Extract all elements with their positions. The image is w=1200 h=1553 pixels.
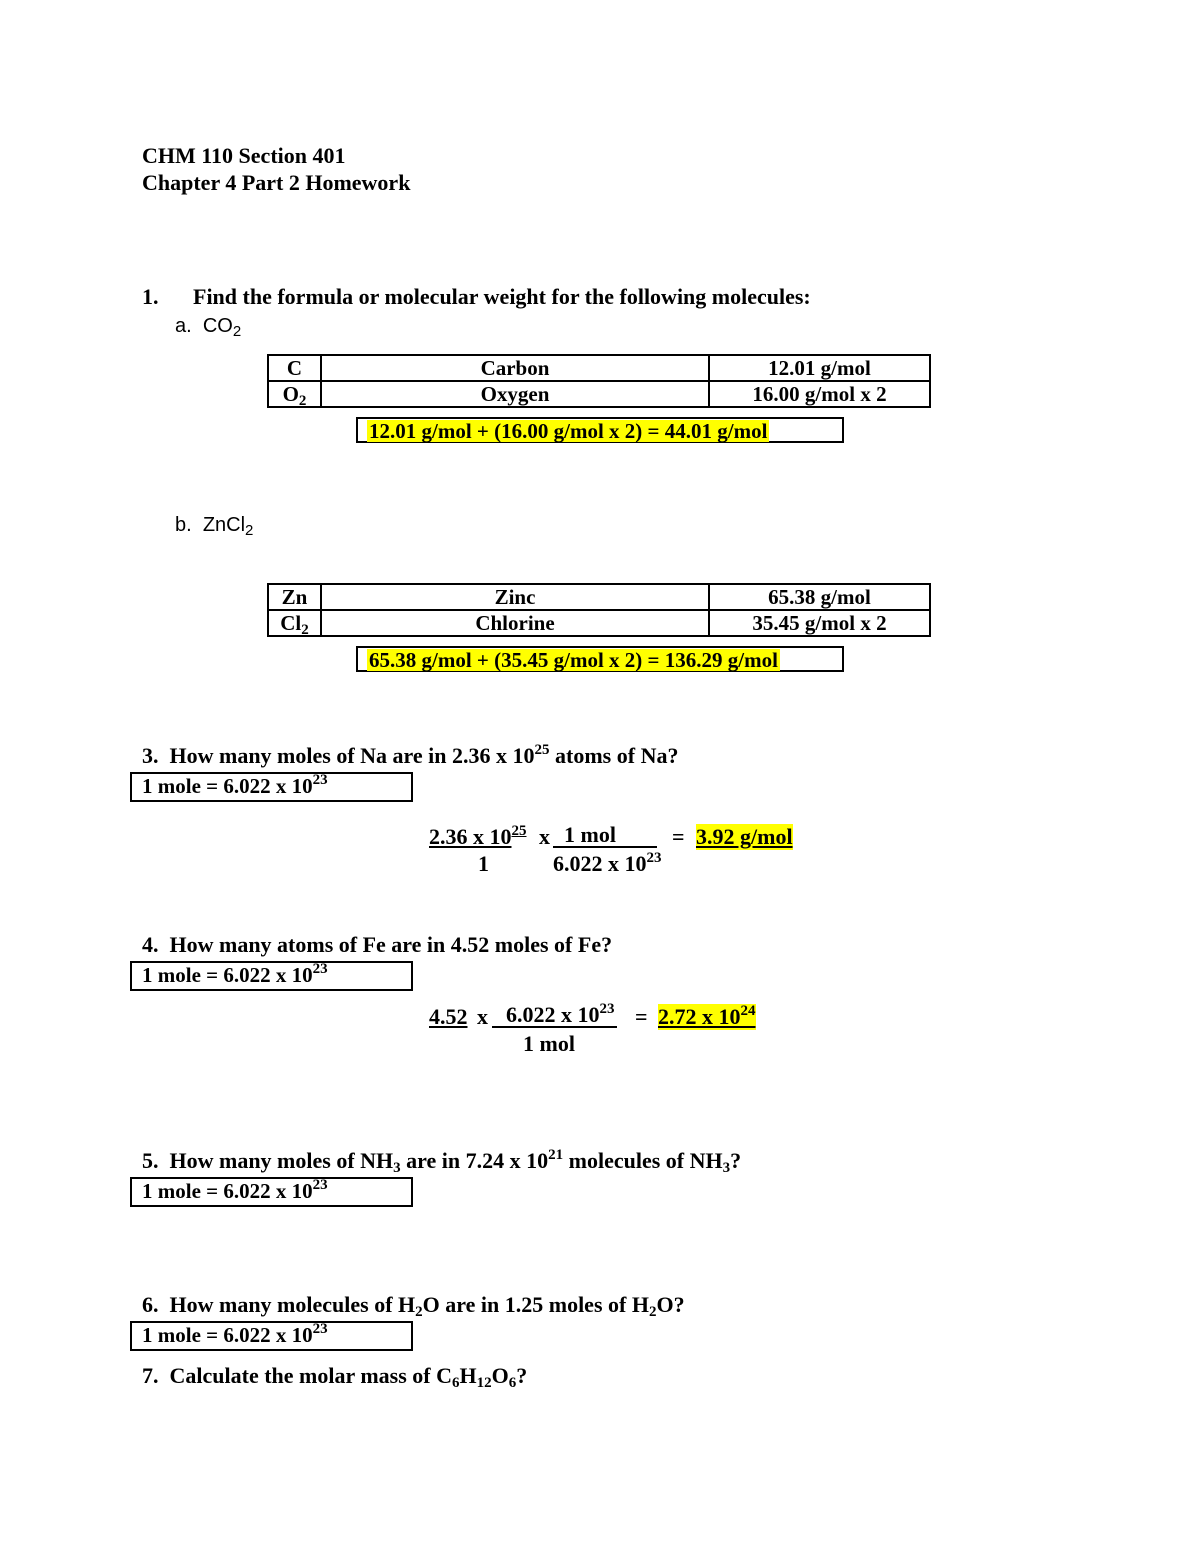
course-title: CHM 110 Section 401: [142, 143, 346, 168]
element-weight: 16.00 g/mol x 2: [709, 381, 930, 407]
q1-number: 1.: [142, 284, 159, 309]
assignment-title: Chapter 4 Part 2 Homework: [142, 170, 411, 195]
q1a-formula-sub: 2: [232, 323, 242, 340]
q4-num2: 6.022 x $10^{23}$: [492, 1004, 617, 1028]
q7-question: 7. Calculate the molar mass of $C_6H_{12}O_6$?: [142, 1363, 528, 1391]
q1b-result: 65.38 g/mol + (35.45 g/mol x 2) = 136.29 g/mol: [369, 648, 778, 672]
q6-number: 6.: [142, 1292, 159, 1317]
q4-number: 4.: [142, 932, 159, 957]
element-name: Zinc: [321, 584, 709, 610]
q3-num2: 1 mol: [553, 824, 657, 848]
q1b-label: [175, 512, 253, 538]
table-row: [268, 381, 930, 407]
q3-equals: =: [672, 824, 685, 849]
mole-def-text: 1 mole = 6.022 x 10: [142, 1323, 313, 1347]
q1b-table: [267, 583, 931, 637]
q1-prompt: Find the formula or molecular weight for the following molecules:: [193, 284, 811, 309]
q3-den2: 6.022 x $10^{23}$: [553, 850, 662, 876]
q1a-label: [175, 313, 241, 339]
q3-prompt-post: atoms of Na?: [549, 743, 679, 768]
q1a-result-box: [356, 417, 844, 443]
mole-def-exp: 23: [312, 1177, 328, 1193]
q3-times: x: [539, 824, 550, 849]
mole-def-text: 1 mole = 6.022 x 10: [142, 963, 313, 987]
mole-def-text: 1 mole = 6.022 x 10: [142, 1179, 313, 1203]
q4-den2: 1 mol: [523, 1031, 575, 1056]
q1a-letter: a.: [175, 315, 192, 337]
element-weight: 65.38 g/mol: [709, 584, 930, 610]
q3-prompt-pre: How many moles of Na are in 2.36 x 10: [169, 743, 535, 768]
q1b-letter: b.: [175, 514, 192, 536]
q3-prompt-exp: 25: [534, 742, 550, 758]
q5-question: 5. How many moles of $NH_3$ are in 7.24 x $10^{21}$ molecules of $NH_3$?: [142, 1147, 742, 1176]
q5-number: 5.: [142, 1148, 159, 1173]
element-symbol: C: [268, 355, 321, 381]
q6-mole-def-box: [130, 1321, 413, 1351]
q1a-table: [267, 354, 931, 408]
element-name: Chlorine: [321, 610, 709, 636]
element-symbol: $O_2$: [268, 381, 321, 407]
element-weight: 12.01 g/mol: [709, 355, 930, 381]
element-symbol: Zn: [268, 584, 321, 610]
q7-number: 7.: [142, 1363, 159, 1388]
q1b-formula-base: ZnCl: [202, 514, 246, 536]
q3-number: 3.: [142, 743, 159, 768]
q1b-formula-sub: 2: [245, 522, 254, 539]
table-row: [268, 355, 930, 381]
element-name: Carbon: [321, 355, 709, 381]
element-weight: 35.45 g/mol x 2: [709, 610, 930, 636]
q3-question: [142, 743, 678, 769]
q4-question: [142, 932, 612, 958]
q3-num1: 2.36 x $10^{25}$: [429, 823, 527, 849]
q4-answer: 2.72 x $10^{24}$: [658, 1003, 756, 1029]
q4-times: x: [477, 1004, 488, 1029]
q4-num1: 4.52: [429, 1004, 468, 1029]
table-row: [268, 610, 930, 636]
element-symbol: $Cl_2$: [268, 610, 321, 636]
q1b-result-box: [356, 646, 844, 672]
mole-def-exp: 23: [312, 1321, 328, 1337]
q4-equals: =: [635, 1004, 648, 1029]
mole-def-exp: 23: [312, 961, 328, 977]
table-row: [268, 584, 930, 610]
q1a-result: 12.01 g/mol + (16.00 g/mol x 2) = 44.01 g/mol: [369, 419, 768, 443]
q4-mole-def-box: [130, 961, 413, 991]
q3-den1: 1: [478, 851, 489, 876]
q4-prompt: How many atoms of Fe are in 4.52 moles of Fe?: [169, 932, 613, 957]
q5-mole-def-box: [130, 1177, 413, 1207]
element-name: Oxygen: [321, 381, 709, 407]
mole-def-text: 1 mole = 6.022 x 10: [142, 774, 313, 798]
mole-def-exp: 23: [312, 772, 328, 788]
q1a-formula-base: CO: [202, 315, 233, 337]
q3-answer: 3.92 g/mol: [696, 824, 793, 849]
q3-mole-def-box: [130, 772, 413, 802]
q6-question: 6. How many molecules of $H_2O$ are in 1.25 moles of $H_2O$?: [142, 1292, 685, 1320]
